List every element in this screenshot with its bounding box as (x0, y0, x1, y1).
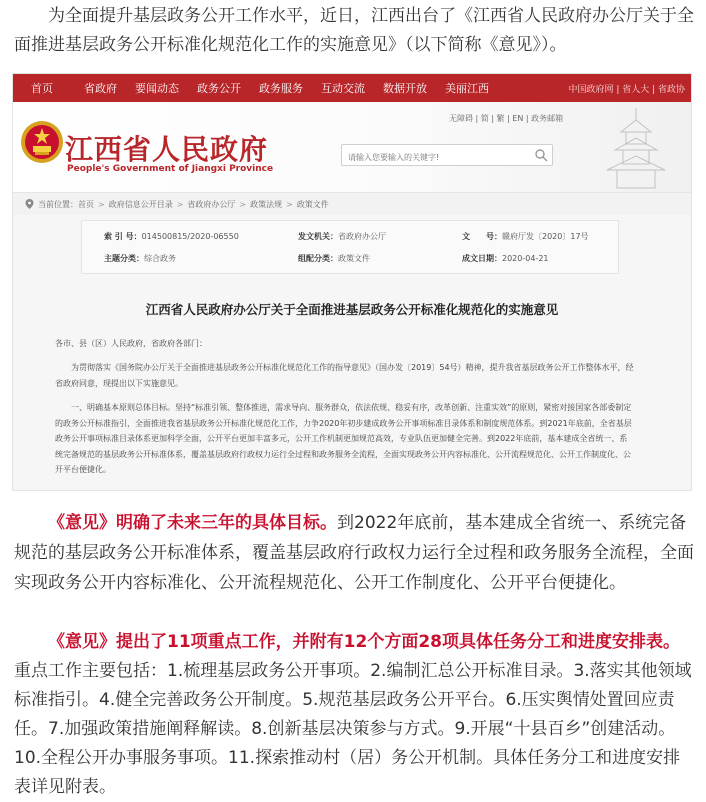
search-input[interactable] (342, 149, 528, 167)
written-date-label: 成文日期： (462, 254, 502, 263)
goals-lead: 《意见》明确了未来三年的具体目标。 (48, 513, 337, 533)
national-emblem-icon (19, 119, 65, 165)
topic-value: 综合政务 (144, 254, 176, 263)
search-icon[interactable] (534, 148, 548, 162)
index-number-label: 索 引 号： (104, 232, 142, 241)
nav-right-links[interactable]: 中国政府网 | 省人大 | 省政协 (568, 85, 685, 95)
article-section-one: 一、明确基本原则总体目标。坚持“标准引领、整体推进，需求导向、服务群众，依法依规、稳妥有序，改革创新、注重实效”的原则，紧密对接国家各部委制定的政务公开标准指引，全面推进我省基层政务公开标准化规范化工作，力争2020年初步建成政务公开事项标准目录体系和制度规范体系。到2021年底前，全省基层政务公开事项标准目录体系更加科学全面，公开平台更加丰富多元，公开工作机制更加规范高效，专业队伍更加健全完善。到2022年底前，基本建成全省统一、系统完备规范的基层政务公开标准体系，覆盖基层政府行政权力运行全过程和政务服务全流程，全面实现政务公开内容标准化、公开流程规范化、公开工作制度化、公开平台便捷化。 (55, 403, 632, 475)
breadcrumb-item-policy-documents[interactable]: 政策文件 (296, 199, 329, 209)
nav-item-government-affairs[interactable]: 政务公开 (197, 82, 241, 95)
form-category-value: 政策文件 (338, 254, 370, 263)
site-title-chinese: 江西省人民政府 (65, 133, 269, 166)
site-title-english: People's Government of Jiangxi Province (67, 164, 274, 174)
breadcrumb-item-catalog[interactable]: 政府信息公开目录 (108, 199, 173, 209)
top-navigation-bar (13, 74, 691, 102)
article-intro: 为贯彻落实《国务院办公厅关于全面推进基层政务公开标准化规范化工作的指导意见》（国办发〔2019〕54号）精神，提升我省基层政务公开工作整体水平，经省政府同意，现提出以下实施意见。 (55, 363, 634, 388)
document-metadata-box (81, 220, 619, 274)
nav-item-open-data[interactable]: 数据开放 (383, 82, 427, 95)
written-date-value: 2020-04-21 (502, 254, 549, 263)
breadcrumb-separator: > (176, 199, 184, 209)
form-category-label: 组配分类： (298, 254, 338, 263)
embedded-website-screenshot (12, 73, 692, 491)
document-number-label: 文 号： (462, 232, 502, 241)
site-search-box (341, 144, 553, 166)
breadcrumb-separator: > (98, 199, 105, 209)
article-salutation: 各市、县（区）人民政府，省政府各部门： (55, 339, 207, 348)
breadcrumb-label: 当前位置： (38, 199, 78, 209)
goals-text: 到2022年底前，基本建成全省统一、系统完备规范的基层政务公开标准体系，覆盖基层政府行政权力运行全过程和政务服务全流程，全面实现政务公开内容标准化、公开流程规范化、公开工作制度化、公开平台便捷化。 (14, 513, 694, 593)
nav-item-home[interactable]: 首页 (31, 82, 53, 95)
breadcrumb-item-office[interactable]: 省政府办公厅 (187, 199, 236, 209)
key-tasks-text: 重点工作主要包括：1.梳理基层政务公开事项。2.编制汇总公开标准目录。3.落实其他领域标准指引。4.健全完善政务公开制度。5.规范基层政务公开平台。6.压实舆情处置回应责任。7.加强政策措施阐释解读。8.创新基层决策参与方式。9.开展“十县百乡”创建活动。10.全程公开办事服务事项。11.探索推动村（居）务公开机制。具体任务分工和进度安排表详见附表。 (14, 661, 692, 797)
breadcrumb (13, 192, 691, 215)
topic-label: 主题分类： (104, 254, 144, 263)
breadcrumb-separator: > (286, 199, 293, 209)
goals-paragraph (14, 508, 694, 598)
breadcrumb-separator: > (239, 199, 247, 209)
key-tasks-paragraph (14, 628, 694, 802)
issuer-label: 发文机关： (298, 232, 338, 241)
article-title: 江西省人民政府办公厅关于全面推进基层政务公开标准化规范化的实施意见 (145, 302, 559, 317)
key-tasks-lead: 《意见》提出了11项重点工作，并附有12个方面28项具体任务分工和进度安排表。 (48, 632, 680, 652)
index-number-value: 014500815/2020-06550 (141, 232, 239, 241)
breadcrumb-item-home[interactable]: 首页 (78, 199, 94, 209)
site-banner (13, 102, 691, 192)
issuer-value: 省政府办公厅 (338, 232, 386, 241)
document-number-value: 赣府厅发〔2020〕17号 (502, 232, 589, 241)
breadcrumb-item-regulations[interactable]: 政策法规 (250, 199, 283, 209)
nav-item-beautiful-jiangxi[interactable]: 美丽江西 (445, 82, 489, 95)
intro-paragraph: 为全面提升基层政务公开工作水平，近日，江西出台了《江西省人民政府办公厅关于全面推进基层政务公开标准化规范化工作的实施意见》（以下简称《意见》）。 (14, 6, 694, 55)
utility-links[interactable]: 无障碍 | 简 | 繁 | EN | 政务邮箱 (449, 114, 564, 123)
nav-item-news[interactable]: 要闻动态 (135, 82, 179, 95)
pagoda-icon (581, 102, 691, 192)
nav-item-government-services[interactable]: 政务服务 (259, 82, 303, 95)
nav-item-interaction[interactable]: 互动交流 (321, 82, 365, 95)
nav-item-provincial-government[interactable]: 省政府 (84, 82, 117, 95)
location-pin-icon (25, 199, 34, 209)
